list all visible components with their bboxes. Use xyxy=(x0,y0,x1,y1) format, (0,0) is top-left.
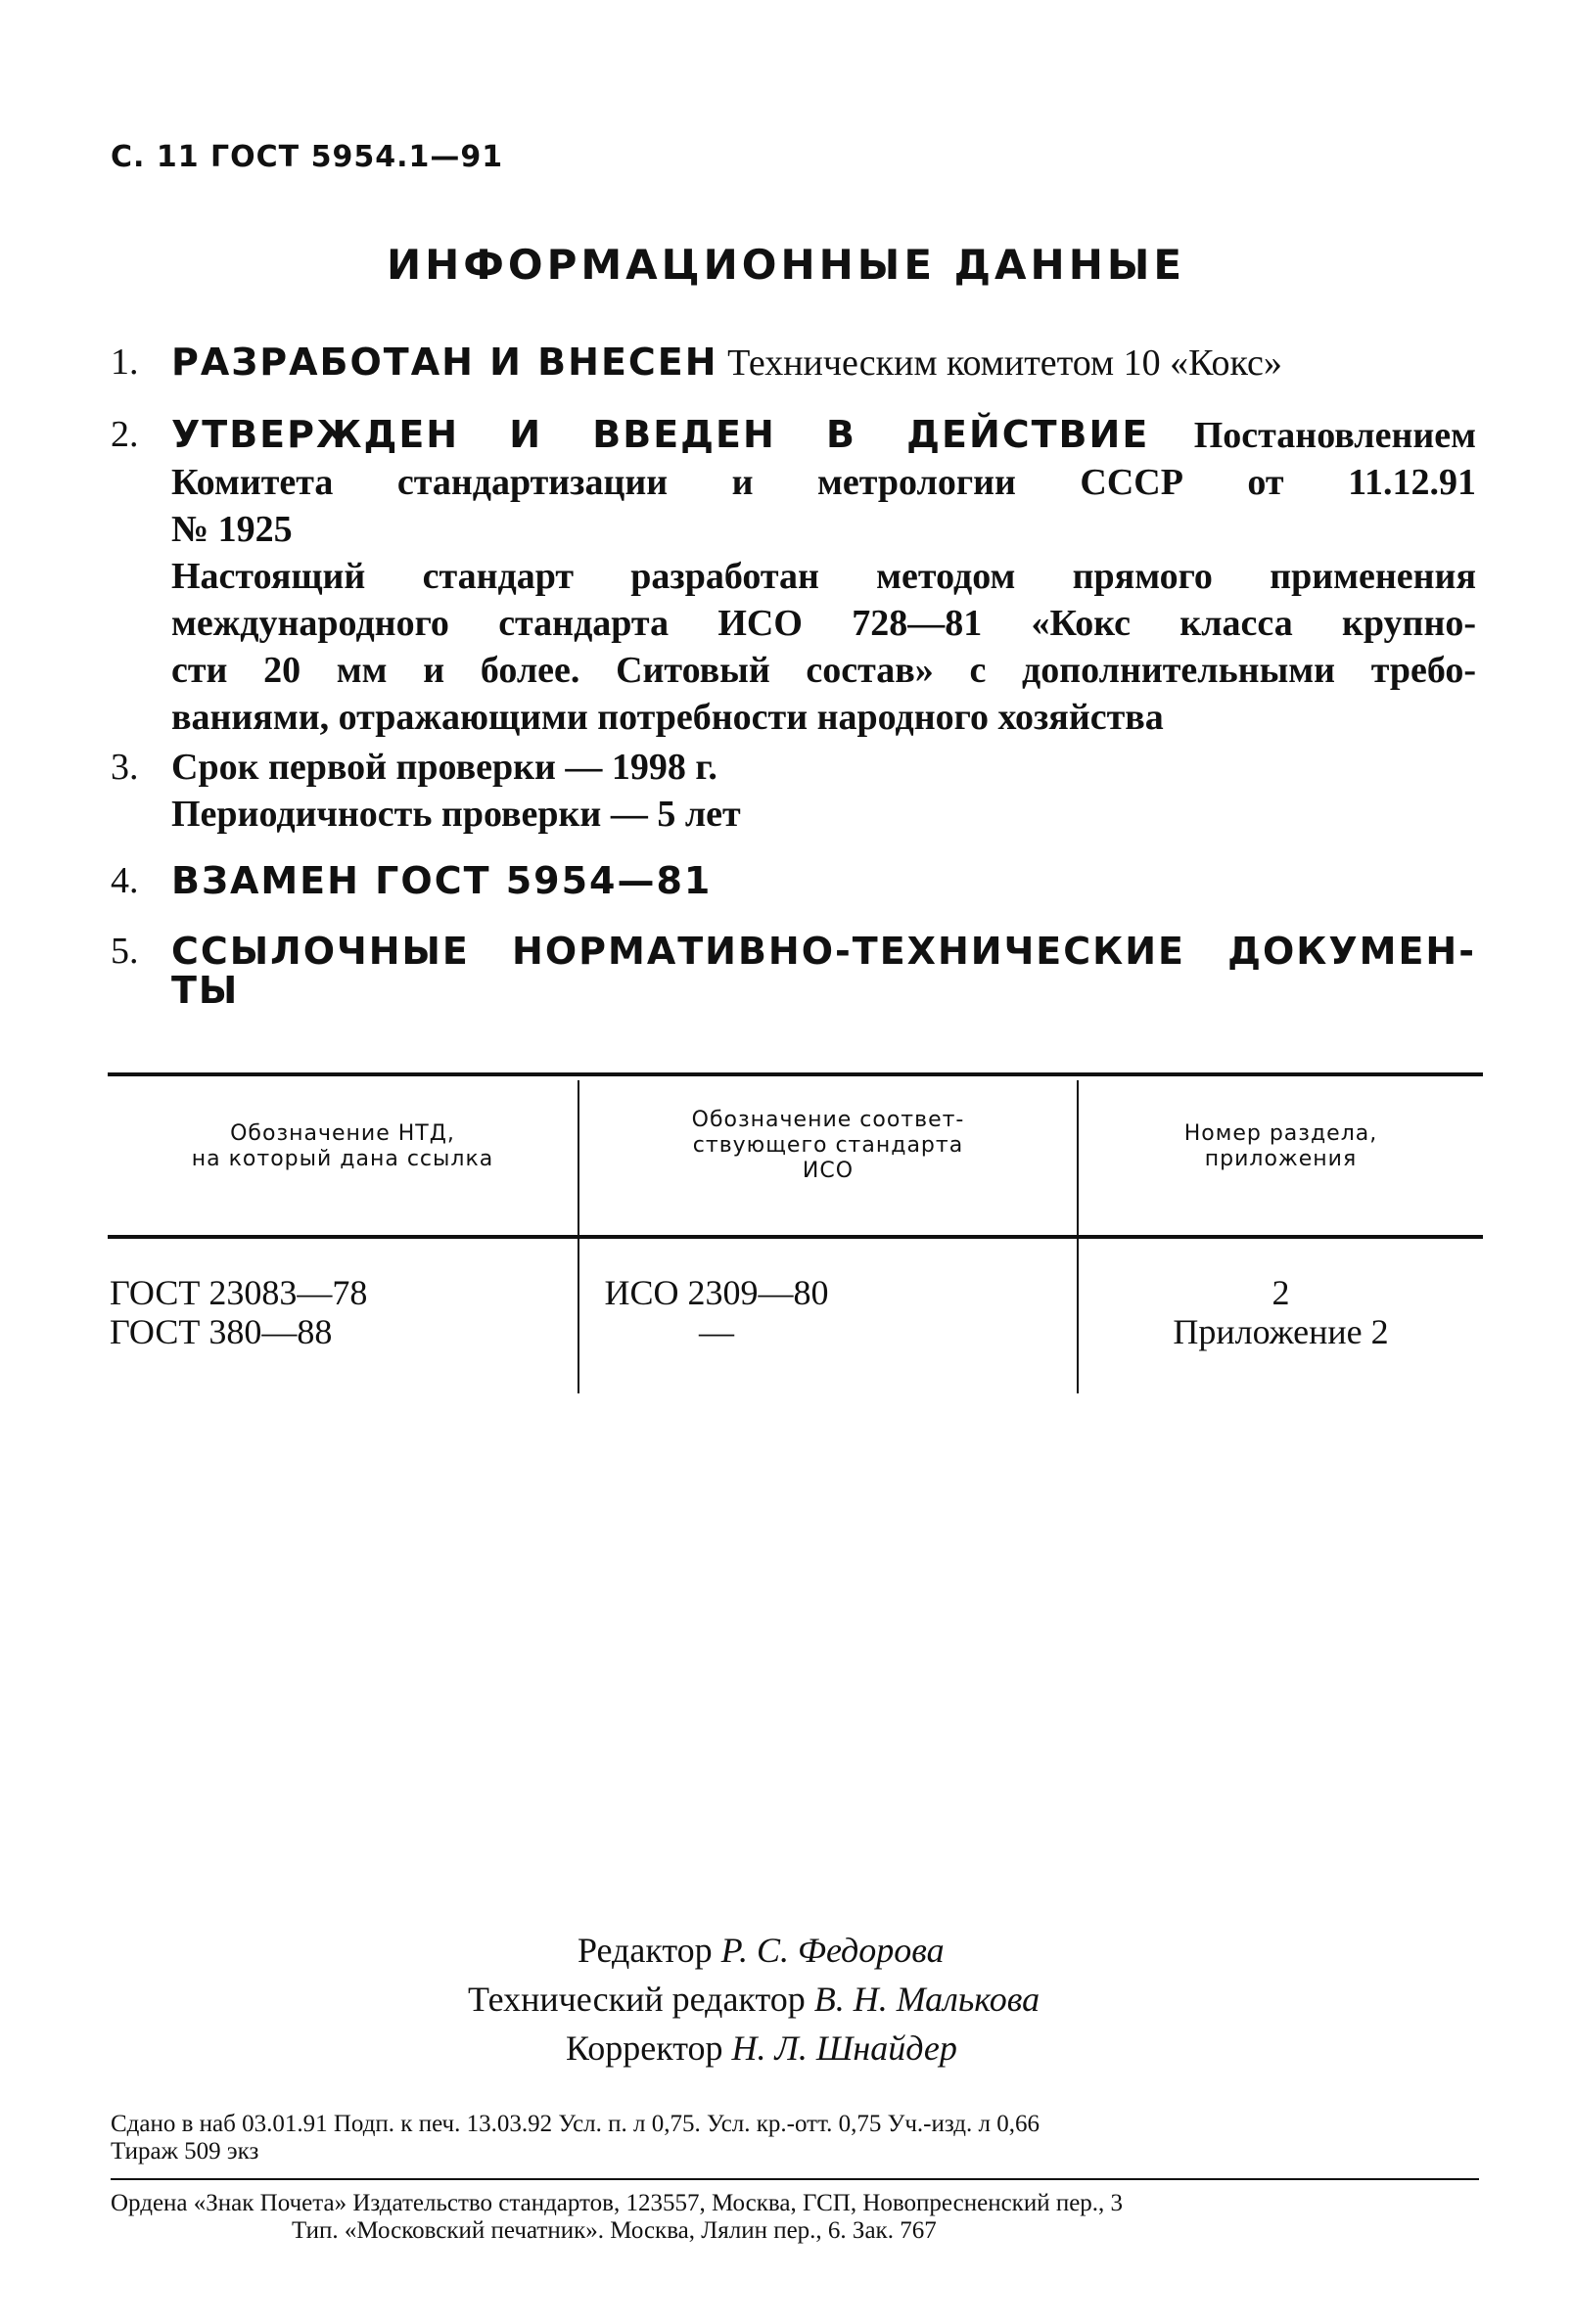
table-header-ntd: Обозначение НТД, на который дана ссылка xyxy=(191,1121,494,1171)
item-number: 2. xyxy=(111,414,139,455)
imprint-line: Ордена «Знак Почета» Издательство стандартов, 123557, Москва, ГСП, Новопресненский пер., 3 xyxy=(111,2190,1124,2216)
table-row xyxy=(1079,1273,1483,1351)
item-paragraph-line: сти 20 мм и более. Ситовый состав» с дополнительными требо- xyxy=(171,650,1476,691)
item-caps: ССЫЛОЧНЫЕ НОРМАТИВНО-ТЕХНИЧЕСКИЕ ДОКУМЕН- xyxy=(171,930,1476,973)
references-table xyxy=(108,1072,1483,1395)
table-header-section: Номер раздела, приложения xyxy=(1183,1121,1378,1171)
list-item-5 xyxy=(111,928,1476,1014)
credit-editor: Редактор Р. С. Федорова xyxy=(578,1931,945,1970)
credit-corrector: Корректор Н. Л. Шнайдер xyxy=(566,2028,957,2068)
item-caps: УТВЕРЖДЕН И ВВЕДЕН В ДЕЙСТВИЕ xyxy=(171,413,1150,456)
item-line: № 1925 xyxy=(171,509,293,550)
item-paragraph-line: ваниями, отражающими потребности народного хозяйства xyxy=(171,697,1164,738)
table-cell-ntd: ГОСТ 380—88 xyxy=(110,1312,333,1351)
item-number: 1. xyxy=(111,342,139,383)
item-caps: ТЫ xyxy=(171,969,240,1012)
imprint-line: Тираж 509 экз xyxy=(111,2138,259,2165)
list-item-1 xyxy=(111,339,1476,387)
table-header-rule xyxy=(108,1235,1483,1239)
table-cell-ntd: ГОСТ 23083—78 xyxy=(110,1273,368,1312)
item-number: 3. xyxy=(111,747,139,788)
credit-tech-editor: Технический редактор В. Н. Малькова xyxy=(468,1980,1040,2019)
list-item-3 xyxy=(111,744,1476,838)
item-number: 4. xyxy=(111,860,139,901)
page-title: ИНФОРМАЦИОННЫЕ ДАННЫЕ xyxy=(386,241,1186,289)
item-text: Постановлением xyxy=(1193,415,1476,456)
item-line: Периодичность проверки — 5 лет xyxy=(171,794,741,835)
list-item-2 xyxy=(111,411,1476,741)
table-header-iso: Обозначение соответ- ствующего стандарта ИСО xyxy=(691,1108,965,1183)
table-cell-iso: ИСО 2309—80 xyxy=(604,1273,829,1312)
item-line: Срок первой проверки — 1998 г. xyxy=(171,747,717,788)
imprint-line: Сдано в наб 03.01.91 Подп. к печ. 13.03.92 Усл. п. л 0,75. Усл. кр.-отт. 0,75 Уч.-изд. л 0,66 xyxy=(111,2111,1040,2137)
item-caps: ВЗАМЕН ГОСТ 5954—81 xyxy=(171,859,713,902)
item-line: Комитета стандартизации и метрологии СССР от 11.12.91 xyxy=(171,462,1476,503)
table-cell-section: 2 xyxy=(1271,1273,1290,1312)
item-text: Техническим комитетом 10 «Кокс» xyxy=(727,342,1282,384)
imprint-line: Тип. «Московский печатник». Москва, Лялин пер., 6. Зак. 767 xyxy=(292,2217,937,2244)
item-caps: РАЗРАБОТАН И ВНЕСЕН xyxy=(171,341,718,384)
table-row xyxy=(579,1273,854,1351)
table-cell-iso: — xyxy=(699,1312,734,1351)
item-number: 5. xyxy=(111,931,139,972)
item-paragraph-line: международного стандарта ИСО 728—81 «Кокс класса крупно- xyxy=(171,603,1476,644)
running-head: С. 11 ГОСТ 5954.1—91 xyxy=(111,140,504,174)
table-cell-section: Приложение 2 xyxy=(1173,1312,1389,1351)
table-top-rule xyxy=(108,1072,1483,1076)
imprint-divider xyxy=(111,2178,1479,2180)
item-paragraph-line: Настоящий стандарт разработан методом прямого применения xyxy=(171,556,1476,597)
table-row xyxy=(110,1273,367,1351)
list-item-4 xyxy=(111,857,1476,905)
